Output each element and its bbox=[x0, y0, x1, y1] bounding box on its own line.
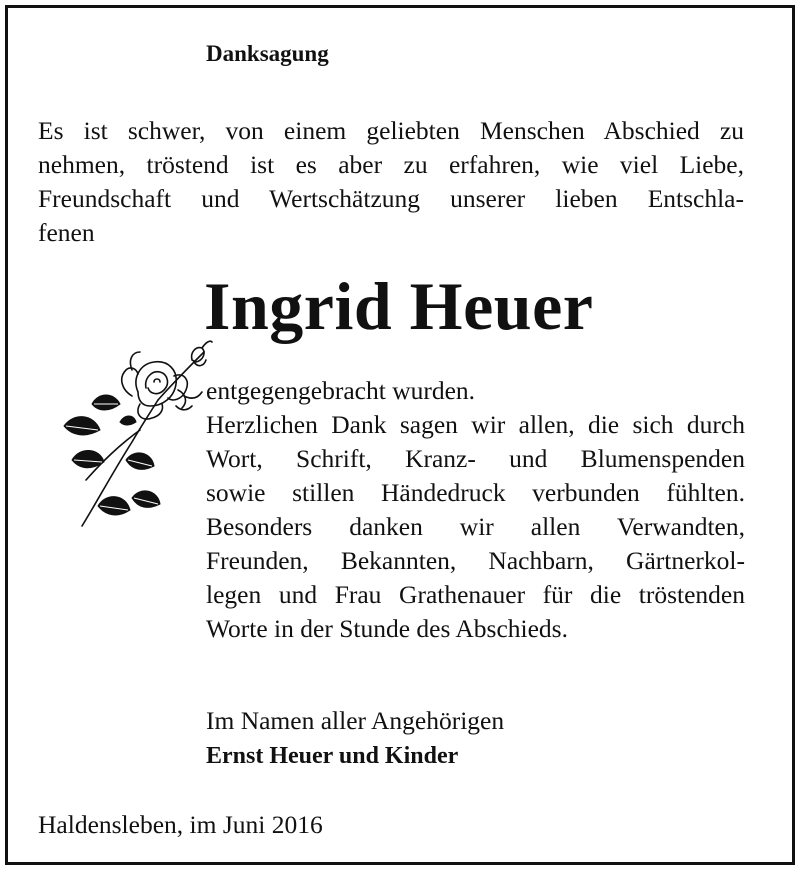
body-line: entgegengebracht wurden. bbox=[206, 376, 476, 405]
body-line: Besonders danken wir allen Verwandten, bbox=[206, 512, 745, 541]
intro-paragraph bbox=[38, 114, 744, 250]
signature-name: Ernst Heuer und Kinder bbox=[206, 743, 459, 769]
body-line: Wort, Schrift, Kranz- und Blumenspenden bbox=[206, 444, 745, 473]
deceased-name: Ingrid Heuer bbox=[204, 268, 594, 344]
intro-line: fenen bbox=[38, 218, 95, 247]
rose-icon bbox=[36, 330, 214, 542]
obituary-notice bbox=[5, 5, 795, 865]
body-line: sowie stillen Händedruck verbunden fühlten. bbox=[206, 478, 745, 507]
intro-line: Es ist schwer, von einem geliebten Menschen Abschied zu bbox=[38, 116, 744, 145]
notice-heading: Danksagung bbox=[206, 41, 329, 66]
body-line: Freunden, Bekannten, Nachbarn, Gärtnerkol- bbox=[206, 546, 745, 575]
body-line: Worte in der Stunde des Abschieds. bbox=[206, 614, 568, 643]
body-line: legen und Frau Grathenauer für die tröstenden bbox=[206, 580, 745, 609]
body-line: Herzlichen Dank sagen wir allen, die sich durch bbox=[206, 410, 745, 439]
body-paragraph bbox=[206, 374, 745, 646]
signature-intro: Im Namen aller Angehörigen bbox=[206, 706, 505, 735]
intro-line: Freundschaft und Wertschätzung unserer lieben Entschla- bbox=[38, 184, 744, 213]
intro-line: nehmen, tröstend ist es aber zu erfahren, wie viel Liebe, bbox=[38, 150, 744, 179]
place-date: Haldensleben, im Juni 2016 bbox=[38, 810, 323, 839]
